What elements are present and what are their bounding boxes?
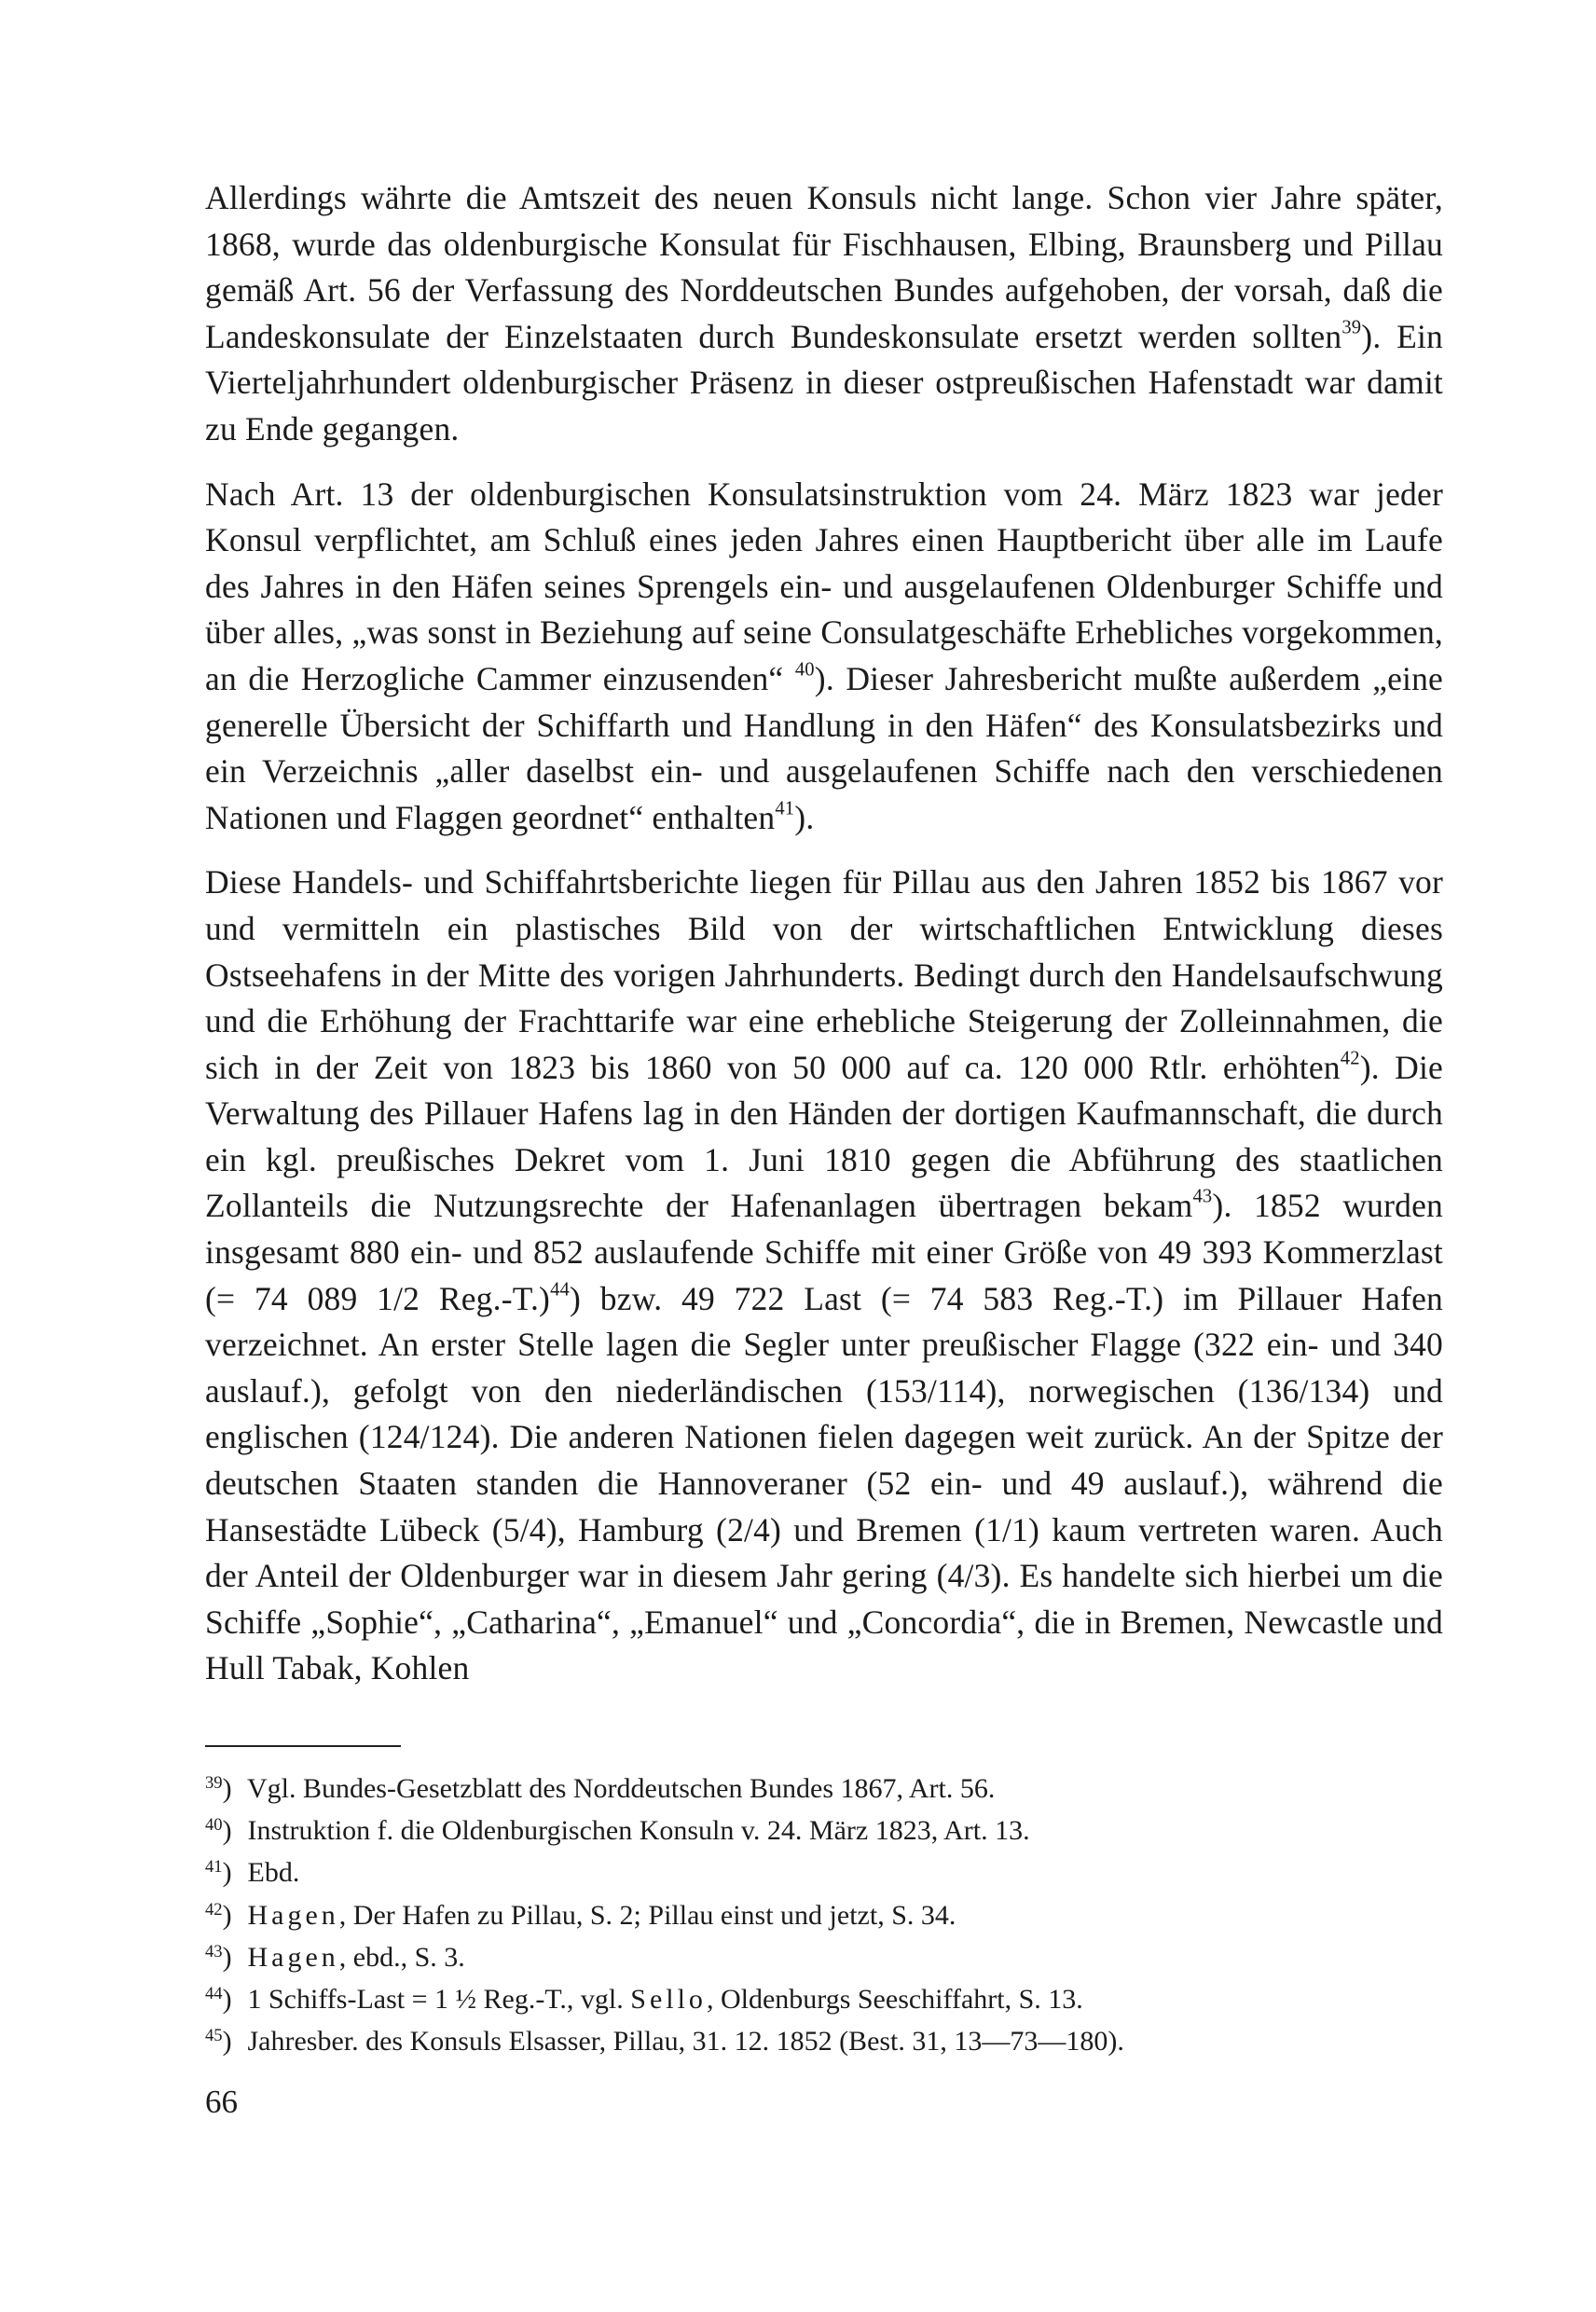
- footnote-reference: 39: [1341, 317, 1362, 338]
- footnote: [205, 1892, 1443, 1934]
- footnote-text: Jahresber. des Konsuls Elsasser, Pillau, 31. 12. 1852 (Best. 31, 13—73—180).: [247, 2026, 1124, 2057]
- paragraph: [205, 472, 1443, 842]
- footnote-text: Instruktion f. die Oldenburgischen Konsuln v. 24. März 1823, Art. 13.: [247, 1815, 1030, 1847]
- paragraph-text: ). Ein Vierteljahrhundert oldenburgischer Präsenz in dieser ostpreußischen Hafenstadt war damit zu Ende gegangen.: [205, 317, 1443, 447]
- author-name: Sello: [630, 1984, 707, 2016]
- footnote-text: , Der Hafen zu Pillau, S. 2; Pillau einst und jetzt, S. 34.: [338, 1899, 956, 1931]
- footnote-reference: 40: [794, 659, 815, 681]
- footnote-reference: 42: [1340, 1048, 1360, 1069]
- paragraph-text: Allerdings währte die Amtszeit des neuen Konsuls nicht lange. Schon vier Jahre später, 1868, wurde das oldenburgische Konsulat für Fischhausen, Elbing, Braunsberg und Pillau gemäß Art. 56 der Verfassung des Norddeutschen Bundes aufgehoben, der vorsah, daß die Landeskonsulate der Einzelstaaten durch Bundeskonsulate ersetzt werden sollten: [205, 179, 1443, 355]
- author-name: Hagen: [247, 1899, 339, 1931]
- footnotes: [205, 1765, 1443, 2060]
- body-text: [205, 175, 1443, 1692]
- page-number: 66: [205, 2084, 238, 2120]
- author-name: Hagen: [247, 1942, 339, 1974]
- paragraph: [205, 860, 1443, 1692]
- footnote-number: $^{42}$): [205, 1899, 232, 1931]
- footnote-text: 1 Schiffs-Last = 1 ½ Reg.-T., vgl.: [247, 1984, 631, 2016]
- paragraph: [205, 175, 1443, 453]
- footnote: [205, 1849, 1443, 1891]
- footnote: [205, 2017, 1443, 2059]
- footnote: [205, 1765, 1443, 1807]
- paragraph-text: ). Dieser Jahresbericht mußte außerdem „eine generelle Übersicht der Schiffarth und Handlung in den Häfen“ des Konsulatsbezirks und ein Verzeichnis „aller daselbst ein- und ausgelaufenen Schiffe nach den verschiedenen Nationen und Flaggen geordnet“ enthalten: [205, 659, 1444, 836]
- paragraph-text: Diese Handels- und Schiffahrtsberichte liegen für Pillau aus den Jahren 1852 bis 1867 vor und vermitteln ein plastisches Bild von der wirtschaftlichen Entwicklung dieses Ostseehafens in der Mitte des vorigen Jahrhunderts. Bedingt durch den Handelsaufschwung und die Erhöhung der Frachttarife war eine erhebliche Steigerung der Zolleinnahmen, die sich in der Zeit von 1823 bis 1860 von 50 000 auf ca. 120 000 Rtlr. erhöhten: [205, 863, 1443, 1086]
- footnote-text: , Oldenburgs Seeschiffahrt, S. 13.: [706, 1984, 1083, 2016]
- footnote-number: $^{39}$): [205, 1773, 232, 1805]
- paragraph-text: Nach Art. 13 der oldenburgischen Konsulatsinstruktion vom 24. März 1823 war jeder Konsul verpflichtet, am Schluß eines jeden Jahres einen Hauptbericht über alle im Laufe des Jahres in den Häfen seines Sprengels ein- und ausgelaufenen Oldenburger Schiffe und über alles, „was sonst in Beziehung auf seine Consulatgeschäfte Erhebliches vorgekommen, an die Herzogliche Cammer einzusenden“: [205, 475, 1443, 697]
- footnote-number: $^{44}$): [205, 1984, 232, 2016]
- paragraph-text: ) bzw. 49 722 Last (= 74 583 Reg.-T.) im Pillauer Hafen verzeichnet. An erster Stelle lagen die Segler unter preußischer Flagge (322 ein- und 340 auslauf.), gefolgt von den niederländischen (153/114), norwegischen (136/134) und englischen (124/124). Die anderen Nationen fielen dagegen weit zurück. An der Spitze der deutschen Staaten standen die Hannoveraner (52 ein- und 49 auslauf.), während die Hansestädte Lübeck (5/4), Hamburg (2/4) und Bremen (1/1) kaum vertreten waren. Auch der Anteil der Oldenburger war in diesem Jahr gering (4/3). Es handelte sich hierbei um die Schiffe „Sophie“, „Catharina“, „Emanuel“ und „Concordia“, die in Bremen, Newcastle und Hull Tabak, Kohlen: [205, 1279, 1443, 1687]
- footnote: [205, 1934, 1443, 1975]
- footnote-reference: 43: [1192, 1187, 1213, 1208]
- footnote-text: Vgl. Bundes-Gesetzblatt des Norddeutschen Bundes 1867, Art. 56.: [246, 1773, 996, 1805]
- footnote-number: $^{45}$): [205, 2026, 232, 2057]
- footnote-text: , ebd., S. 3.: [338, 1942, 465, 1974]
- footnote: [205, 1975, 1443, 2017]
- paragraph-text: ). Die Verwaltung des Pillauer Hafens lag in den Händen der dortigen Kaufmannschaft, die durch ein kgl. preußisches Dekret vom 1. Juni 1810 gegen die Abführung des staatlichen Zollanteils die Nutzungsrechte der Hafenanlagen übertragen bekam: [205, 1048, 1443, 1225]
- footnote-reference: 41: [775, 798, 795, 819]
- paragraph-text: ).: [794, 798, 815, 836]
- footnote-number: $^{40}$): [205, 1815, 232, 1847]
- footnote-number: $^{43}$): [205, 1941, 232, 1974]
- footnote: [205, 1807, 1443, 1849]
- footnote-separator: [205, 1745, 401, 1747]
- paragraph-text: ). 1852 wurden insgesamt 880 ein- und 852 auslaufende Schiffe mit einer Größe von 49 393 Kommerzlast (= 74 089 1/2 Reg.-T.): [205, 1187, 1443, 1317]
- footnote-reference: 44: [550, 1279, 571, 1300]
- footnote-number: $^{41}$): [205, 1857, 232, 1889]
- footnote-text: Ebd.: [247, 1857, 300, 1889]
